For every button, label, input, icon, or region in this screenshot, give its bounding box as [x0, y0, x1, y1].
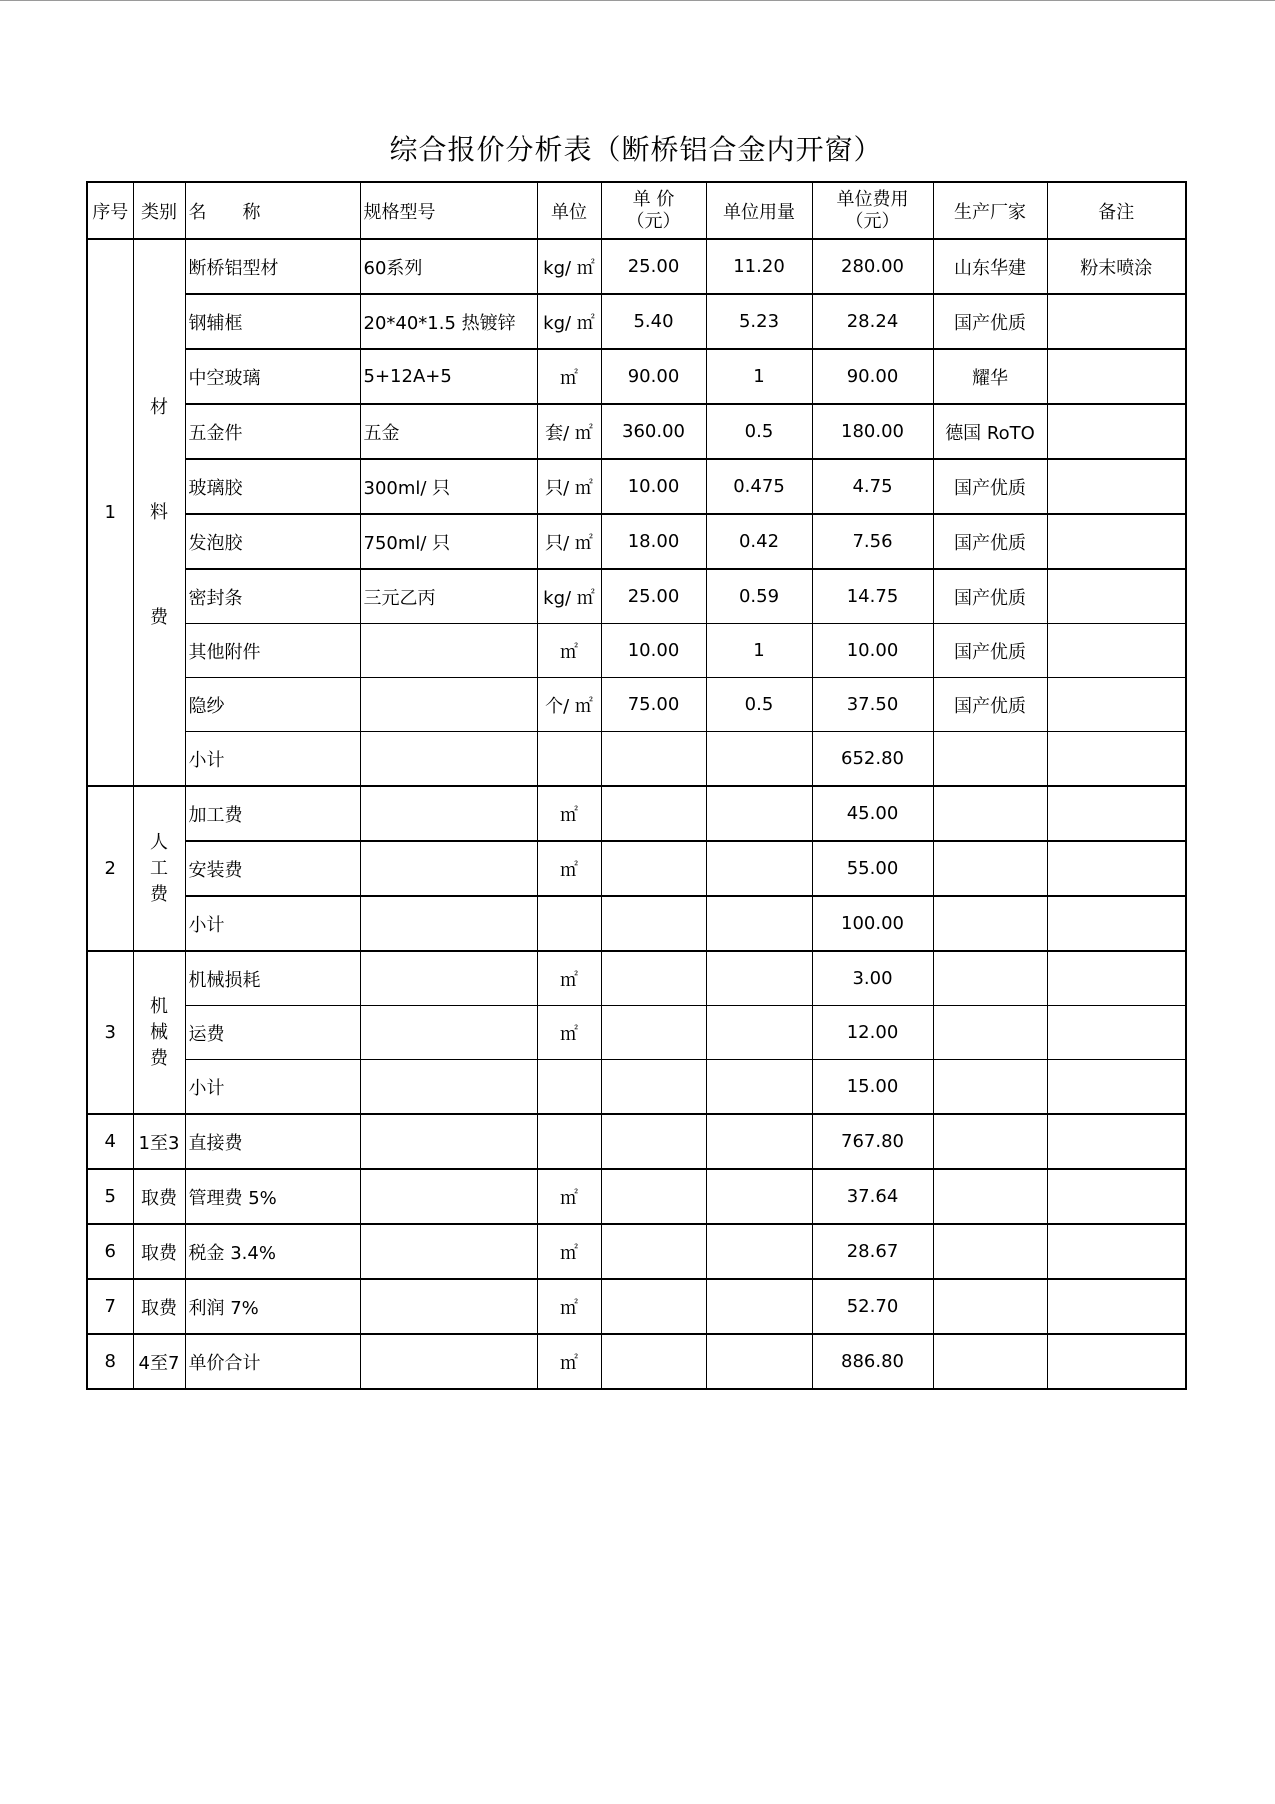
- cell-price: 5.40: [601, 294, 706, 349]
- cell-maker: 国产优质: [933, 459, 1047, 514]
- cell-note: [1047, 569, 1186, 624]
- table-row: [87, 1224, 1186, 1279]
- table-header-row: [87, 182, 1186, 239]
- cell-usage: [706, 1334, 812, 1389]
- cell-spec: [360, 624, 537, 678]
- cell-cost: 52.70: [812, 1279, 933, 1334]
- cell-spec: [360, 1169, 537, 1224]
- cell-name: 运费: [185, 1006, 360, 1060]
- cell-maker: [933, 732, 1047, 787]
- cell-note: [1047, 404, 1186, 459]
- cell-maker: 国产优质: [933, 294, 1047, 349]
- cell-spec: 五金: [360, 404, 537, 459]
- cell-usage: [706, 786, 812, 841]
- cell-unit: ㎡: [537, 951, 601, 1006]
- cell-maker: [933, 951, 1047, 1006]
- header-spec: 规格型号: [360, 182, 537, 239]
- cell-unit: kg/ ㎡: [537, 569, 601, 624]
- table-row: [87, 294, 1186, 349]
- cell-spec: [360, 786, 537, 841]
- table-row: [87, 569, 1186, 624]
- row-seq-cell: 5: [87, 1169, 133, 1224]
- document-title: 综合报价分析表（断桥铝合金内开窗）: [389, 133, 883, 166]
- cell-name: 五金件: [185, 404, 360, 459]
- cell-note: [1047, 349, 1186, 404]
- cell-note: [1047, 1224, 1186, 1279]
- cell-maker: [933, 1224, 1047, 1279]
- cell-name: 小计: [185, 1060, 360, 1115]
- cell-usage: [706, 1224, 812, 1279]
- cell-price: [601, 1224, 706, 1279]
- cell-name: 利润 7%: [185, 1279, 360, 1334]
- header-maker: 生产厂家: [933, 182, 1047, 239]
- cell-cost: 55.00: [812, 841, 933, 896]
- cell-spec: [360, 678, 537, 732]
- cell-price: 360.00: [601, 404, 706, 459]
- cell-usage: [706, 1114, 812, 1169]
- header-usage: 单位用量: [706, 182, 812, 239]
- cell-spec: [360, 1114, 537, 1169]
- cell-maker: [933, 1114, 1047, 1169]
- cell-usage: [706, 951, 812, 1006]
- cell-usage: 5.23: [706, 294, 812, 349]
- table-row: [87, 1060, 1186, 1115]
- table-row: [87, 1006, 1186, 1060]
- cell-unit: ㎡: [537, 349, 601, 404]
- cell-name: 玻璃胶: [185, 459, 360, 514]
- cell-name: 发泡胶: [185, 514, 360, 569]
- cell-price: [601, 786, 706, 841]
- cell-cost: 767.80: [812, 1114, 933, 1169]
- cell-unit: [537, 896, 601, 951]
- cell-usage: [706, 1060, 812, 1115]
- cell-usage: 1: [706, 349, 812, 404]
- cell-spec: 750ml/ 只: [360, 514, 537, 569]
- header-unit-cost-line2: （元）: [845, 210, 900, 232]
- cell-cost: 15.00: [812, 1060, 933, 1115]
- cell-note: [1047, 1279, 1186, 1334]
- cell-maker: 国产优质: [933, 678, 1047, 732]
- group-seq-cell: 2: [87, 786, 133, 951]
- cell-cost: 886.80: [812, 1334, 933, 1389]
- cell-unit: ㎡: [537, 1334, 601, 1389]
- cell-note: [1047, 1060, 1186, 1115]
- cell-unit: [537, 732, 601, 787]
- cell-spec: [360, 1224, 537, 1279]
- cell-cost: 37.50: [812, 678, 933, 732]
- cell-spec: [360, 1279, 537, 1334]
- table-row: [87, 404, 1186, 459]
- header-unit-price-line2: （元）: [626, 210, 681, 232]
- cell-spec: [360, 841, 537, 896]
- cell-note: [1047, 1169, 1186, 1224]
- cell-name: 机械损耗: [185, 951, 360, 1006]
- row-category-cell: 取费: [133, 1169, 185, 1224]
- cell-usage: 0.475: [706, 459, 812, 514]
- table-row: [87, 459, 1186, 514]
- cell-unit: ㎡: [537, 1279, 601, 1334]
- row-category-cell: 1至3: [133, 1114, 185, 1169]
- cell-name: 税金 3.4%: [185, 1224, 360, 1279]
- group-category-cell: [133, 786, 185, 951]
- cell-price: [601, 1334, 706, 1389]
- cell-unit: ㎡: [537, 786, 601, 841]
- table-row: [87, 514, 1186, 569]
- cell-maker: [933, 1334, 1047, 1389]
- cell-cost: 180.00: [812, 404, 933, 459]
- cell-unit: 只/ ㎡: [537, 514, 601, 569]
- cell-maker: 国产优质: [933, 624, 1047, 678]
- cell-usage: 11.20: [706, 239, 812, 294]
- cell-spec: [360, 951, 537, 1006]
- header-name: 名 称: [185, 182, 360, 239]
- header-unit-cost-line1: 单位费用: [836, 188, 909, 210]
- cell-price: 75.00: [601, 678, 706, 732]
- table-row: [87, 678, 1186, 732]
- table-row: [87, 349, 1186, 404]
- category-char: 费: [150, 883, 168, 905]
- table-row: [87, 1334, 1186, 1389]
- cell-price: [601, 1169, 706, 1224]
- cell-spec: 60系列: [360, 239, 537, 294]
- cell-maker: [933, 1060, 1047, 1115]
- row-seq-cell: 4: [87, 1114, 133, 1169]
- cell-maker: [933, 1279, 1047, 1334]
- cell-note: [1047, 1114, 1186, 1169]
- category-char: 料: [150, 502, 168, 523]
- cell-cost: 652.80: [812, 732, 933, 787]
- cell-maker: 山东华建: [933, 239, 1047, 294]
- cell-note: [1047, 459, 1186, 514]
- cell-price: 10.00: [601, 624, 706, 678]
- cell-note: [1047, 1006, 1186, 1060]
- category-char: 机: [150, 995, 168, 1017]
- cell-maker: 耀华: [933, 349, 1047, 404]
- cell-price: 10.00: [601, 459, 706, 514]
- category-char: 人: [150, 831, 168, 853]
- cell-note: [1047, 678, 1186, 732]
- table-row: [87, 732, 1186, 787]
- header-unit-price: [601, 182, 706, 239]
- cell-usage: 0.5: [706, 678, 812, 732]
- top-border-line: [0, 0, 1275, 1]
- table-row: [87, 1114, 1186, 1169]
- cell-price: [601, 896, 706, 951]
- cell-usage: 0.42: [706, 514, 812, 569]
- table-row: [87, 1169, 1186, 1224]
- cell-usage: 0.59: [706, 569, 812, 624]
- cell-cost: 45.00: [812, 786, 933, 841]
- cell-usage: 1: [706, 624, 812, 678]
- row-category-cell: 取费: [133, 1224, 185, 1279]
- category-char: 械: [150, 1021, 168, 1043]
- cell-unit: ㎡: [537, 1169, 601, 1224]
- cell-cost: 90.00: [812, 349, 933, 404]
- cell-spec: [360, 1334, 537, 1389]
- cell-name: 小计: [185, 896, 360, 951]
- cell-unit: [537, 1114, 601, 1169]
- cell-note: [1047, 732, 1186, 787]
- header-unit-cost: [812, 182, 933, 239]
- cell-name: 加工费: [185, 786, 360, 841]
- cell-cost: 7.56: [812, 514, 933, 569]
- cell-maker: 国产优质: [933, 569, 1047, 624]
- row-seq-cell: 6: [87, 1224, 133, 1279]
- cell-note: 粉末喷涂: [1047, 239, 1186, 294]
- cell-unit: [537, 1060, 601, 1115]
- header-unit-price-line1: 单 价: [632, 188, 675, 210]
- header-category: 类别: [133, 182, 185, 239]
- cell-unit: 个/ ㎡: [537, 678, 601, 732]
- cell-maker: [933, 1169, 1047, 1224]
- cell-name: 密封条: [185, 569, 360, 624]
- cell-cost: 4.75: [812, 459, 933, 514]
- cell-spec: [360, 1006, 537, 1060]
- cell-cost: 14.75: [812, 569, 933, 624]
- header-unit: 单位: [537, 182, 601, 239]
- cell-name: 管理费 5%: [185, 1169, 360, 1224]
- row-seq-cell: 7: [87, 1279, 133, 1334]
- cell-price: 25.00: [601, 239, 706, 294]
- cell-usage: [706, 1169, 812, 1224]
- cell-note: [1047, 841, 1186, 896]
- cell-note: [1047, 514, 1186, 569]
- cell-name: 隐纱: [185, 678, 360, 732]
- row-seq-cell: 8: [87, 1334, 133, 1389]
- table-row: [87, 951, 1186, 1006]
- cell-price: [601, 732, 706, 787]
- cell-maker: [933, 896, 1047, 951]
- cell-price: [601, 841, 706, 896]
- cell-name: 安装费: [185, 841, 360, 896]
- cell-usage: 0.5: [706, 404, 812, 459]
- cell-price: 25.00: [601, 569, 706, 624]
- cell-note: [1047, 294, 1186, 349]
- cell-price: [601, 1279, 706, 1334]
- table-row: [87, 624, 1186, 678]
- cell-unit: kg/ ㎡: [537, 239, 601, 294]
- row-category-cell: 取费: [133, 1279, 185, 1334]
- cell-maker: 德国 RoTO: [933, 404, 1047, 459]
- cell-note: [1047, 786, 1186, 841]
- group-category-cell: [133, 951, 185, 1114]
- cell-spec: [360, 1060, 537, 1115]
- cell-spec: 三元乙丙: [360, 569, 537, 624]
- cell-note: [1047, 1334, 1186, 1389]
- cell-unit: ㎡: [537, 1224, 601, 1279]
- cell-price: 18.00: [601, 514, 706, 569]
- table-row: [87, 1279, 1186, 1334]
- category-char: 费: [150, 1047, 168, 1069]
- cell-cost: 37.64: [812, 1169, 933, 1224]
- cell-maker: [933, 841, 1047, 896]
- cell-price: [601, 1060, 706, 1115]
- cell-cost: 3.00: [812, 951, 933, 1006]
- cell-usage: [706, 732, 812, 787]
- cell-cost: 100.00: [812, 896, 933, 951]
- cell-price: [601, 951, 706, 1006]
- cell-spec: 20*40*1.5 热镀锌: [360, 294, 537, 349]
- cell-usage: [706, 841, 812, 896]
- cell-maker: [933, 1006, 1047, 1060]
- cell-unit: ㎡: [537, 1006, 601, 1060]
- cell-note: [1047, 896, 1186, 951]
- table-row: [87, 239, 1186, 294]
- cell-note: [1047, 951, 1186, 1006]
- table-row: [87, 786, 1186, 841]
- cell-note: [1047, 624, 1186, 678]
- cell-usage: [706, 896, 812, 951]
- cell-spec: [360, 732, 537, 787]
- cell-cost: 280.00: [812, 239, 933, 294]
- cell-spec: [360, 896, 537, 951]
- category-char: 费: [150, 607, 168, 628]
- cell-usage: [706, 1279, 812, 1334]
- cell-usage: [706, 1006, 812, 1060]
- cell-cost: 28.67: [812, 1224, 933, 1279]
- cell-cost: 28.24: [812, 294, 933, 349]
- cell-name: 钢辅框: [185, 294, 360, 349]
- cell-name: 中空玻璃: [185, 349, 360, 404]
- cell-spec: 300ml/ 只: [360, 459, 537, 514]
- category-char: 材: [150, 397, 168, 418]
- cell-maker: 国产优质: [933, 514, 1047, 569]
- cell-maker: [933, 786, 1047, 841]
- cell-unit: ㎡: [537, 624, 601, 678]
- cell-name: 单价合计: [185, 1334, 360, 1389]
- group-seq-cell: 1: [87, 239, 133, 786]
- cell-cost: 10.00: [812, 624, 933, 678]
- group-seq-cell: 3: [87, 951, 133, 1114]
- cell-name: 其他附件: [185, 624, 360, 678]
- cell-price: [601, 1006, 706, 1060]
- cell-name: 小计: [185, 732, 360, 787]
- header-note: 备注: [1047, 182, 1186, 239]
- cell-spec: 5+12A+5: [360, 349, 537, 404]
- cell-unit: 只/ ㎡: [537, 459, 601, 514]
- cell-price: 90.00: [601, 349, 706, 404]
- cell-name: 直接费: [185, 1114, 360, 1169]
- group-category-cell: [133, 239, 185, 786]
- cell-unit: 套/ ㎡: [537, 404, 601, 459]
- quote-analysis-table: [86, 181, 1187, 1390]
- cell-cost: 12.00: [812, 1006, 933, 1060]
- category-char: 工: [150, 857, 168, 879]
- table-row: [87, 896, 1186, 951]
- cell-name: 断桥铝型材: [185, 239, 360, 294]
- header-seq: 序号: [87, 182, 133, 239]
- cell-unit: ㎡: [537, 841, 601, 896]
- cell-unit: kg/ ㎡: [537, 294, 601, 349]
- row-category-cell: 4至7: [133, 1334, 185, 1389]
- table-row: [87, 841, 1186, 896]
- cell-price: [601, 1114, 706, 1169]
